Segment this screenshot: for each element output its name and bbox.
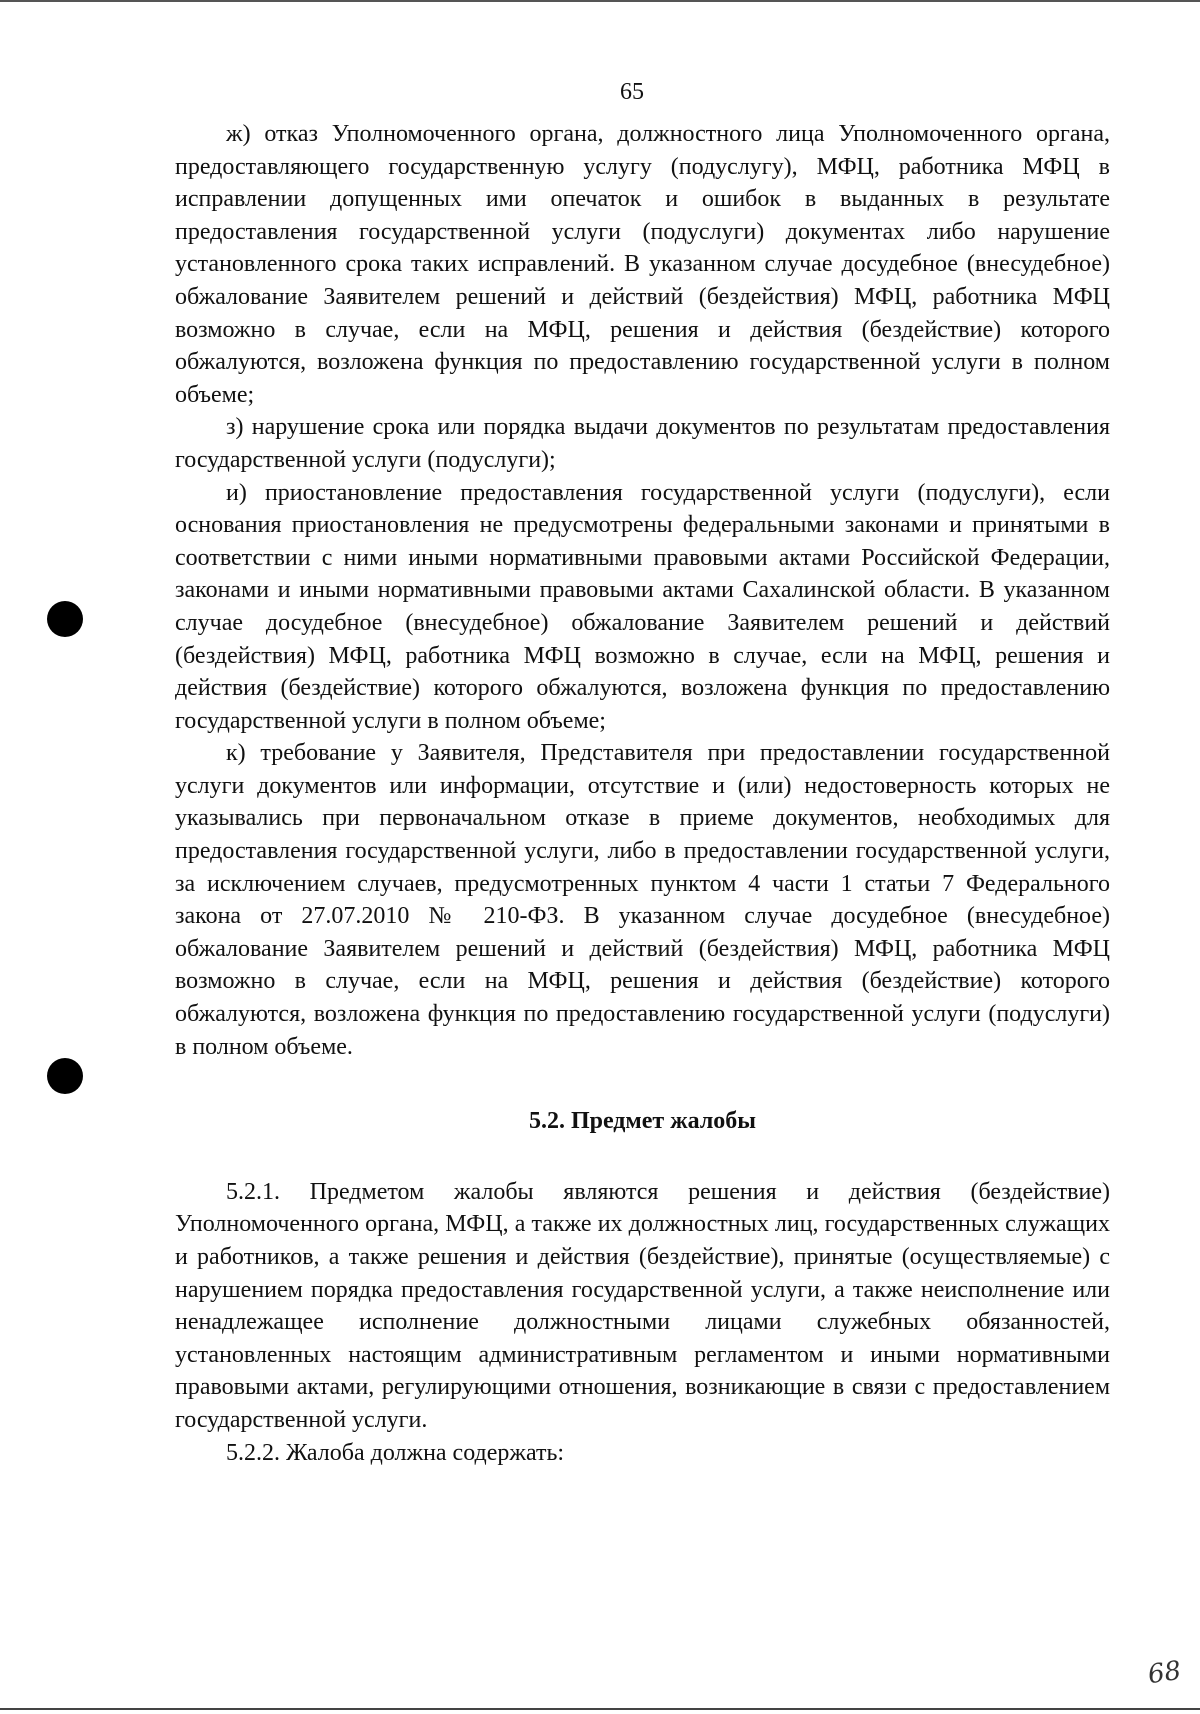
paragraph-5-2-2: 5.2.2. Жалоба должна содержать: (226, 1439, 565, 1466)
hole-punch-mark (47, 1058, 83, 1094)
document-body (175, 118, 1110, 1469)
hole-punch-mark (47, 601, 83, 637)
paragraph-item-i: и) приостановление предоставления государственной услуги (подуслуги), если основания приостановления не предусмотрены федеральными законами и принятыми в соответствии с ними иными нормативными правовыми актами Российской Федерации, законами и иными нормативными правовыми актами Сахалинской области. В указанном случае досудебное (внесудебное) обжалование Заявителем решений и действий (бездействия) МФЦ, работника МФЦ возможно в случае, если на МФЦ, решения и действия (бездействие) которого обжалуются, возложена функция по предоставлению государственной услуги в полном объеме; (175, 479, 1110, 734)
handwritten-page-number: 68 (1146, 1655, 1184, 1691)
section-heading: 5.2. Предмет жалобы (528, 1108, 757, 1135)
page-number: 65 (620, 79, 644, 105)
paragraph-item-z: з) нарушение срока или порядка выдачи документов по результатам предоставления государственной услуги (подуслуги); (175, 414, 1110, 473)
paragraph-item-zh: ж) отказ Уполномоченного органа, должностного лица Уполномоченного органа, предоставляющего государственную услугу (подуслугу), МФЦ, работника МФЦ в исправлении допущенных ими опечаток и ошибок в выданных в результате предоставления государственной услуги (подуслуги) документах либо нарушение установленного срока таких исправлений. В указанном случае досудебное (внесудебное) обжалование Заявителем решений и действий (бездействия) МФЦ, работника МФЦ возможно в случае, если на МФЦ, решения и действия (бездействие) которого обжалуются, возложена функция по предоставлению государственной услуги в полном объеме; (175, 121, 1110, 408)
bottom-edge-line (0, 1708, 1200, 1710)
top-edge-line (0, 0, 1200, 2)
paragraph-5-2-1: 5.2.1. Предметом жалобы являются решения и действия (бездействие) Уполномоченного органа, МФЦ, а также их должностных лиц, государственных служащих и работников, а также решения и действия (бездействие), принятые (осуществляемые) с нарушением порядка предоставления государственной услуги, а также неисполнение или ненадлежащее исполнение должностными лицами служебных обязанностей, установленных настоящим административным регламентом и иными нормативными правовыми актами, регулирующими отношения, возникающие в связи с предоставлением государственной услуги. (175, 1178, 1110, 1433)
paragraph-item-k: к) требование у Заявителя, Представителя при предоставлении государственной услуги документов или информации, отсутствие и (или) недостоверность которых не указывались при первоначальном отказе в приеме документов, необходимых для предоставления государственной услуги, либо в предоставлении государственной услуги, за исключением случаев, предусмотренных пунктом 4 части 1 статьи 7 Федерального закона от 27.07.2010 № 210-ФЗ. В указанном случае досудебное (внесудебное) обжалование Заявителем решений и действий (бездействия) МФЦ, работника МФЦ возможно в случае, если на МФЦ, решения и действия (бездействие) которого обжалуются, возложена функция по предоставлению государственной услуги (подуслуги) в полном объеме. (175, 740, 1110, 1060)
